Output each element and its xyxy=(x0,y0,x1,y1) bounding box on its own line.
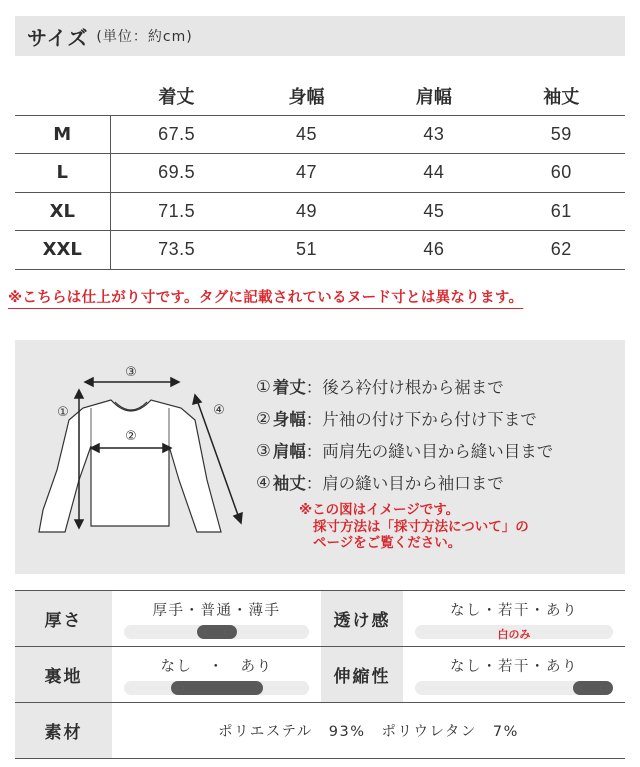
diagram-note-line: ページをご覧ください。 xyxy=(313,535,462,551)
column-header-length: 着丈 xyxy=(110,77,243,115)
diagram-note-line: 採寸方法は「採寸方法について」の xyxy=(313,518,529,535)
sheer-label: 透け感 xyxy=(321,591,403,647)
size-title: サイズ xyxy=(27,25,89,50)
finished-size-note: ※こちらは仕上がり寸です。タグに記載されているヌード寸とは異なります。 xyxy=(8,290,524,306)
table-row xyxy=(15,647,625,703)
thickness-label: 厚さ xyxy=(15,591,112,647)
table-cell: 61 xyxy=(498,192,625,231)
size-label: M xyxy=(15,115,110,154)
column-header-shoulder: 肩幅 xyxy=(370,77,497,115)
size-label: L xyxy=(15,154,110,193)
stretch-label: 伸縮性 xyxy=(321,647,403,703)
shirt-diagram-icon xyxy=(35,360,255,540)
lining-label: 裏地 xyxy=(15,647,112,703)
material-label: 素材 xyxy=(15,703,112,759)
stretch-indicator xyxy=(573,681,613,695)
legend-key: 身幅 xyxy=(272,410,306,429)
legend-desc: ：後ろ衿付け根から裾まで xyxy=(305,378,504,397)
stretch-bar xyxy=(415,681,613,695)
sheer-sub-note: 白のみ xyxy=(497,627,531,641)
measurement-guide xyxy=(15,340,625,574)
legend-key: 着丈 xyxy=(272,378,306,397)
size-column-blank xyxy=(15,77,110,115)
table-cell: 44 xyxy=(370,154,497,193)
table-cell: 51 xyxy=(243,231,370,270)
table-cell: 62 xyxy=(498,231,625,270)
legend-desc: ：両肩先の縫い目から縫い目まで xyxy=(305,442,554,461)
column-header-sleeve: 袖丈 xyxy=(498,77,625,115)
diagram-note-line: ※この図はイメージです。 xyxy=(299,502,460,518)
table-cell: 67.5 xyxy=(110,115,243,154)
legend-item-sleeve xyxy=(256,466,553,498)
legend-key: 袖丈 xyxy=(272,474,306,493)
size-unit: (単位：約cm) xyxy=(96,29,193,45)
table-row xyxy=(15,591,625,647)
size-table-header xyxy=(15,77,625,115)
sheer-scale xyxy=(403,591,625,647)
legend-number: ① xyxy=(256,376,271,396)
lining-options: なし ・ あり xyxy=(160,658,273,675)
size-header xyxy=(15,16,625,56)
table-cell: 60 xyxy=(498,154,625,193)
table-cell: 73.5 xyxy=(110,231,243,270)
thickness-options: 厚手・普通・薄手 xyxy=(152,602,281,619)
legend-number: ③ xyxy=(256,440,271,460)
lining-bar xyxy=(124,681,309,695)
table-cell: 59 xyxy=(498,115,625,154)
size-label: XXL xyxy=(15,231,110,270)
lining-scale xyxy=(112,647,321,703)
diagram-label-2: ② xyxy=(125,429,137,444)
legend-number: ② xyxy=(256,408,271,428)
stretch-scale xyxy=(403,647,625,703)
lining-indicator xyxy=(171,681,263,695)
thickness-scale xyxy=(112,591,321,647)
legend-desc: ：肩の縫い目から袖口まで xyxy=(305,474,504,493)
sheer-options: なし・若干・あり xyxy=(450,602,578,619)
legend-item-shoulder xyxy=(256,434,553,466)
legend-key: 肩幅 xyxy=(272,442,306,461)
diagram-label-3: ③ xyxy=(125,365,137,380)
size-table xyxy=(15,77,625,270)
stretch-options: なし・若干・あり xyxy=(450,658,578,675)
legend-number: ④ xyxy=(256,472,271,492)
table-cell: 69.5 xyxy=(110,154,243,193)
table-row xyxy=(15,703,625,759)
table-cell: 45 xyxy=(243,115,370,154)
table-cell: 43 xyxy=(370,115,497,154)
measurement-legend xyxy=(256,370,553,498)
table-row xyxy=(15,115,625,154)
table-cell: 45 xyxy=(370,192,497,231)
diagram-note xyxy=(299,502,529,552)
table-cell: 47 xyxy=(243,154,370,193)
table-cell: 49 xyxy=(243,192,370,231)
diagram-label-4: ④ xyxy=(213,403,225,418)
thickness-indicator xyxy=(197,625,237,639)
table-cell: 46 xyxy=(370,231,497,270)
table-cell: 71.5 xyxy=(110,192,243,231)
legend-item-length xyxy=(256,370,553,402)
thickness-bar xyxy=(124,625,309,639)
column-header-width: 身幅 xyxy=(243,77,370,115)
legend-desc: ：片袖の付け下から付け下まで xyxy=(305,410,537,429)
table-row xyxy=(15,192,625,231)
diagram-label-1: ① xyxy=(57,405,69,420)
fabric-attributes-table xyxy=(15,590,625,759)
table-row xyxy=(15,154,625,193)
legend-item-width xyxy=(256,402,553,434)
size-label: XL xyxy=(15,192,110,231)
table-row xyxy=(15,231,625,270)
material-value: ポリエステル 93% ポリウレタン 7% xyxy=(112,703,625,759)
